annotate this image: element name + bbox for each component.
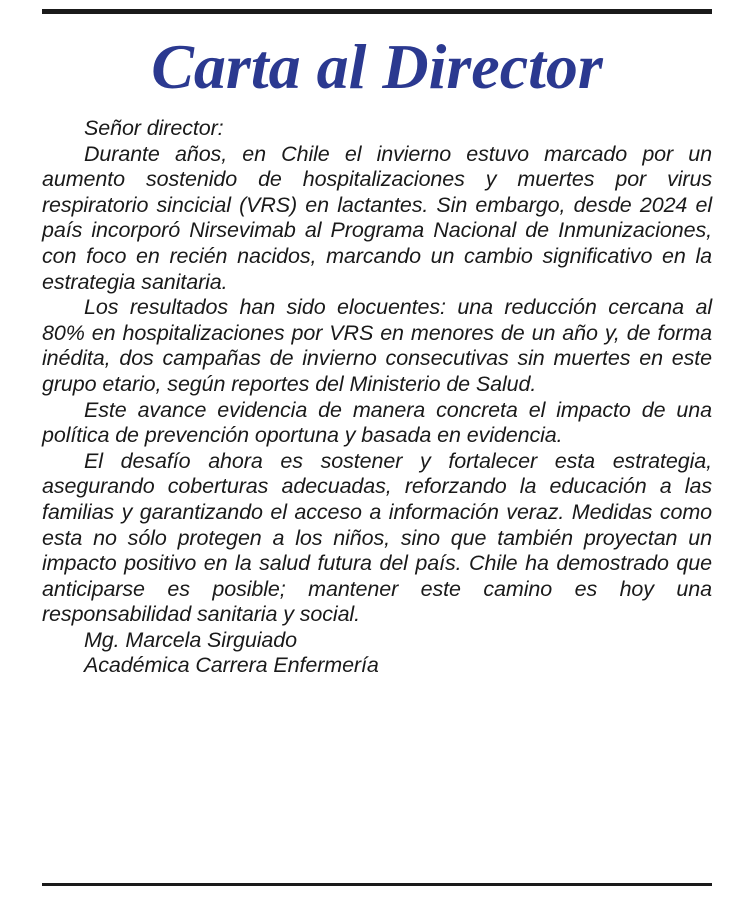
letter-paragraph: Los resultados han sido elocuentes: una reducción cercana al 80% en hospitalizaciones por VRS en menores de un año y, de forma inédita, dos campañas de invierno consecutivas sin muertes en este grupo etario, según reportes del Ministerio de Salud.	[42, 295, 712, 396]
signature-name: Mg. Marcela Sirguiado	[84, 627, 297, 652]
letter-paragraph: Este avance evidencia de manera concreta el impacto de una política de prevención oportuna y basada en evidencia.	[42, 397, 712, 448]
letter-paragraph: El desafío ahora es sostener y fortalecer esta estrategia, asegurando coberturas adecuadas, reforzando la educación a las familias y garantizando el acceso a información veraz. Medidas como esta no sólo protegen a los niños, sino que también proyectan un impacto positivo en la salud futura del país. Chile ha demostrado que anticiparse es posible; mantener este camino es hoy una responsabilidad sanitaria y social.	[42, 448, 712, 627]
letter-paragraph: Durante años, en Chile el invierno estuvo marcado por un aumento sostenido de hospitalizaciones y muertes por virus respiratorio sincicial (VRS) en lactantes. Sin embargo, desde 2024 el país incorporó Nirsevimab al Programa Nacional de Inmunizaciones, con foco en recién nacidos, marcando un cambio significativo en la estrategia sanitaria.	[42, 141, 712, 294]
bottom-rule	[42, 883, 712, 886]
top-rule	[42, 9, 712, 14]
salutation: Señor director:	[84, 116, 224, 140]
letter-body	[42, 116, 712, 679]
signature-role: Académica Carrera Enfermería	[84, 653, 379, 678]
page-title: Carta al Director	[151, 31, 603, 102]
